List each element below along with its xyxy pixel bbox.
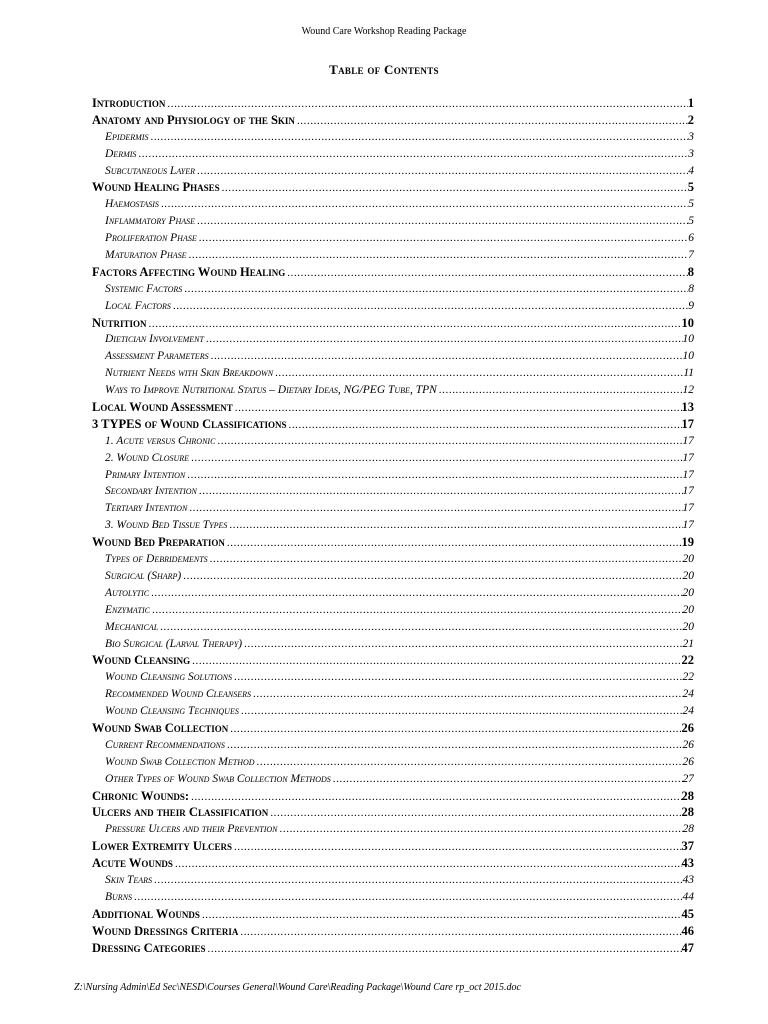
toc-subentry[interactable] (92, 771, 694, 788)
dot-leader (200, 907, 682, 923)
toc-entry-label: Additional Wounds (92, 906, 200, 921)
toc-entry[interactable] (92, 95, 694, 112)
toc-subentry[interactable] (92, 213, 694, 230)
toc-subentry[interactable] (92, 636, 694, 653)
toc-entry-label: Other Types of Wound Swab Collection Methods (105, 772, 331, 785)
toc-entry-page-number: 21 (682, 637, 694, 650)
toc-entry-label: Wound Swab Collection Method (105, 755, 255, 768)
toc-subentry[interactable] (92, 483, 694, 500)
page-header: Wound Care Workshop Reading Package (301, 26, 467, 37)
toc-entry-page-number: 10 (682, 333, 694, 346)
toc-subentry[interactable] (92, 163, 694, 180)
toc-entry-page-number: 17 (682, 468, 694, 481)
dot-leader (331, 771, 683, 788)
dot-leader (286, 417, 681, 433)
toc-entry[interactable] (92, 804, 694, 821)
toc-entry-page-number: 26 (681, 720, 694, 735)
toc-entry-label: Lower Extremity Ulcers (92, 839, 232, 854)
toc-entry-label: Wound Bed Preparation (92, 535, 225, 550)
dot-leader (268, 805, 681, 821)
toc-entry-label: Types of Debridements (105, 553, 208, 566)
toc-entry-label: Wound Dressings Criteria (92, 923, 239, 938)
dot-leader (232, 839, 682, 855)
toc-entry-page-number: 8 (687, 264, 694, 279)
toc-entry-label: Proliferation Phase (105, 232, 197, 245)
toc-subentry[interactable] (92, 551, 694, 568)
toc-entry-page-number: 45 (681, 906, 694, 921)
toc-entry-label: Wound Cleansing Solutions (105, 671, 232, 684)
toc-entry-page-number: 9 (688, 299, 694, 312)
toc-subentry[interactable] (92, 298, 694, 315)
toc-entry-label: Maturation Phase (105, 249, 187, 262)
toc-entry[interactable] (92, 264, 694, 281)
toc-entry-label: Ways to Improve Nutritional Status – Dietary Ideas, NG/PEG Tube, TPN (105, 384, 437, 397)
toc-entry-label: Bio Surgical (Larval Therapy) (105, 637, 243, 650)
toc-entry-page-number: 17 (682, 519, 694, 532)
dot-leader (273, 365, 683, 382)
toc-entry-page-number: 22 (681, 653, 694, 668)
toc-subentry[interactable] (92, 585, 694, 602)
dot-leader (187, 500, 682, 517)
toc-entry-label: Tertiary Intention (105, 502, 188, 515)
dot-leader (255, 754, 683, 771)
toc-entry[interactable] (92, 112, 694, 129)
toc-entry-page-number: 1 (687, 96, 694, 110)
toc-title: Table of Contents (329, 62, 439, 77)
toc-entry-label: 3 TYPES of Wound Classifications (92, 416, 287, 431)
dot-leader (136, 146, 688, 163)
dot-leader (158, 619, 682, 636)
dot-leader (238, 924, 681, 940)
toc-entry[interactable] (92, 534, 694, 551)
toc-entry-page-number: 26 (682, 738, 694, 751)
toc-entry-page-number: 3 (688, 130, 694, 143)
toc-entry-page-number: 28 (681, 805, 694, 820)
toc-entry[interactable] (92, 855, 694, 872)
toc-entry-label: Assessment Parameters (105, 350, 209, 363)
toc-subentry[interactable] (92, 230, 694, 247)
dot-leader (182, 281, 688, 298)
page-footer-file-path: Z:\Nursing Admin\Ed Sec\NESD\Courses General\Wound Care\Reading Package\Wound Care rp_oct 2015.doc (74, 982, 521, 993)
toc-entry-page-number: 6 (688, 232, 694, 245)
toc-entry-page-number: 5 (687, 180, 694, 195)
toc-entry-page-number: 20 (682, 553, 694, 566)
toc-entry-label: Subcutaneous Layer (105, 164, 195, 177)
toc-entry-label: Acute Wounds (92, 856, 173, 871)
toc-entry-label: Mechanical (105, 620, 159, 633)
toc-entry-page-number: 44 (682, 890, 694, 903)
toc-entry-label: Ulcers and their Classification (92, 805, 269, 820)
dot-leader (251, 686, 682, 703)
dot-leader (189, 450, 682, 467)
dot-leader (150, 602, 683, 619)
toc-entry-page-number: 17 (682, 502, 694, 515)
toc-entry-label: Local Factors (105, 299, 171, 312)
dot-leader (206, 941, 682, 957)
toc-entry-page-number: 19 (681, 535, 694, 550)
dot-leader (232, 669, 683, 686)
dot-leader (242, 636, 682, 653)
dot-leader (233, 400, 682, 416)
toc-entry[interactable] (92, 179, 694, 196)
toc-entry-label: Chronic Wounds: (92, 788, 190, 803)
dot-leader (239, 703, 683, 720)
toc-entry-page-number: 28 (682, 823, 694, 836)
dot-leader (165, 96, 687, 112)
toc-entry-label: Wound Healing Phases (92, 180, 220, 195)
toc-subentry[interactable] (92, 619, 694, 636)
toc-entry-page-number: 24 (682, 688, 694, 701)
toc-entry-page-number: 7 (688, 249, 694, 262)
toc-entry-label: Current Recommendations (105, 738, 225, 751)
toc-entry-label: Haemostasis (105, 198, 159, 211)
toc-entry-page-number: 43 (682, 873, 694, 886)
toc-entry-label: Skin Tears (105, 873, 153, 886)
toc-subentry[interactable] (92, 281, 694, 298)
toc-subentry[interactable] (92, 467, 694, 484)
dot-leader (152, 872, 682, 889)
toc-entry-label: Wound Cleansing Techniques (105, 705, 239, 718)
toc-subentry[interactable] (92, 331, 694, 348)
dot-leader (195, 163, 688, 180)
toc-entry-page-number: 17 (682, 485, 694, 498)
dot-leader (285, 265, 688, 281)
dot-leader (220, 180, 688, 196)
toc-subentry[interactable] (92, 686, 694, 703)
toc-entry-label: Local Wound Assessment (92, 400, 233, 415)
toc-entry-label: Introduction (92, 96, 166, 110)
dot-leader (187, 247, 689, 264)
toc-entry[interactable] (92, 315, 694, 332)
toc-subentry[interactable] (92, 129, 694, 146)
toc-entry-page-number: 10 (681, 315, 694, 330)
toc-subentry[interactable] (92, 568, 694, 585)
toc-entry-page-number: 20 (682, 603, 694, 616)
toc-subentry[interactable] (92, 146, 694, 163)
toc-subentry[interactable] (92, 669, 694, 686)
toc-entry-page-number: 12 (682, 384, 694, 397)
toc-entry[interactable] (92, 720, 694, 737)
dot-leader (215, 433, 682, 450)
toc-entry-page-number: 17 (682, 434, 694, 447)
toc-entry-page-number: 37 (681, 839, 694, 854)
dot-leader (228, 721, 681, 737)
toc-entry-page-number: 11 (683, 367, 694, 380)
toc-entry-page-number: 2 (687, 112, 694, 127)
toc-entry[interactable] (92, 906, 694, 923)
toc-entry[interactable] (92, 923, 694, 940)
dot-leader (132, 889, 682, 906)
toc-entry-page-number: 43 (681, 856, 694, 871)
toc-subentry[interactable] (92, 247, 694, 264)
toc-entry-page-number: 17 (682, 451, 694, 464)
toc-entry-page-number: 26 (682, 755, 694, 768)
toc-subentry[interactable] (92, 754, 694, 771)
toc-entry-label: Surgical (Sharp) (105, 569, 182, 582)
toc-entry-label: Recommended Wound Cleansers (105, 688, 252, 701)
dot-leader (185, 467, 682, 484)
toc-entry-page-number: 46 (681, 923, 694, 938)
toc-entry-label: Dermis (105, 147, 137, 160)
toc-entry-label: 2. Wound Closure (105, 451, 190, 464)
dot-leader (181, 568, 682, 585)
dot-leader (197, 230, 689, 247)
toc-entry-label: Dressing Categories (92, 940, 206, 955)
dot-leader (295, 113, 688, 129)
toc-entry-page-number: 28 (681, 788, 694, 803)
toc-entry-page-number: 5 (688, 215, 694, 228)
toc-entry-label: Factors Affecting Wound Healing (92, 264, 286, 279)
toc-entry-page-number: 8 (688, 282, 694, 295)
toc-entry-label: Secondary Intention (105, 485, 197, 498)
dot-leader (171, 298, 688, 315)
dot-leader (195, 213, 688, 230)
toc-entry-label: Inflammatory Phase (105, 215, 196, 228)
toc-entry-label: Pressure Ulcers and their Prevention (105, 823, 278, 836)
toc-entry[interactable] (92, 788, 694, 805)
dot-leader (147, 316, 682, 332)
toc-entry-label: Wound Cleansing (92, 653, 191, 668)
toc-entry-label: Dietician Involvement (105, 333, 204, 346)
dot-leader (225, 737, 683, 754)
dot-leader (197, 483, 683, 500)
dot-leader (208, 551, 683, 568)
toc-subentry[interactable] (92, 602, 694, 619)
dot-leader (148, 129, 688, 146)
dot-leader (159, 196, 688, 213)
toc-entry-label: Autolytic (105, 586, 150, 599)
toc-subentry[interactable] (92, 500, 694, 517)
toc-entry-page-number: 22 (682, 671, 694, 684)
toc-entry[interactable] (92, 416, 694, 433)
toc-entry-label: Primary Intention (105, 468, 186, 481)
toc-entry-page-number: 27 (682, 772, 694, 785)
toc-list (92, 95, 694, 956)
toc-subentry[interactable] (92, 365, 694, 382)
toc-entry[interactable] (92, 838, 694, 855)
dot-leader (204, 331, 683, 348)
toc-entry-label: Burns (105, 890, 133, 903)
toc-entry[interactable] (92, 399, 694, 416)
toc-entry-page-number: 3 (688, 147, 694, 160)
toc-entry-page-number: 13 (681, 400, 694, 415)
toc-entry-page-number: 10 (682, 350, 694, 363)
toc-entry-label: Enzymatic (105, 603, 150, 616)
dot-leader (225, 535, 682, 551)
toc-subentry[interactable] (92, 433, 694, 450)
toc-entry[interactable] (92, 652, 694, 669)
toc-entry-label: 3. Wound Bed Tissue Types (105, 519, 228, 532)
dot-leader (209, 348, 683, 365)
toc-entry-label: Nutrient Needs with Skin Breakdown (105, 367, 274, 380)
toc-subentry[interactable] (92, 382, 694, 399)
toc-entry-page-number: 4 (688, 164, 694, 177)
toc-entry-label: Anatomy and Physiology of the Skin (92, 112, 295, 127)
toc-entry-page-number: 20 (682, 586, 694, 599)
dot-leader (173, 856, 682, 872)
toc-subentry[interactable] (92, 872, 694, 889)
toc-entry-page-number: 47 (681, 940, 694, 955)
toc-entry[interactable] (92, 940, 694, 957)
toc-subentry[interactable] (92, 703, 694, 720)
dot-leader (149, 585, 682, 602)
dot-leader (190, 653, 681, 669)
toc-entry-page-number: 5 (688, 198, 694, 211)
toc-entry-page-number: 17 (681, 416, 694, 431)
toc-entry-label: 1. Acute versus Chronic (105, 434, 216, 447)
toc-entry-label: Nutrition (92, 315, 147, 330)
toc-subentry[interactable] (92, 196, 694, 213)
toc-subentry[interactable] (92, 348, 694, 365)
dot-leader (227, 517, 682, 534)
toc-entry-label: Epidermis (105, 130, 149, 143)
dot-leader (278, 821, 683, 838)
toc-subentry[interactable] (92, 821, 694, 838)
toc-subentry[interactable] (92, 737, 694, 754)
toc-subentry[interactable] (92, 889, 694, 906)
dot-leader (437, 382, 683, 399)
toc-entry-page-number: 24 (682, 705, 694, 718)
toc-entry-page-number: 20 (682, 620, 694, 633)
toc-entry-label: Systemic Factors (105, 282, 183, 295)
dot-leader (189, 789, 681, 805)
toc-subentry[interactable] (92, 450, 694, 467)
toc-entry-page-number: 20 (682, 569, 694, 582)
toc-entry-label: Wound Swab Collection (92, 720, 229, 735)
toc-subentry[interactable] (92, 517, 694, 534)
